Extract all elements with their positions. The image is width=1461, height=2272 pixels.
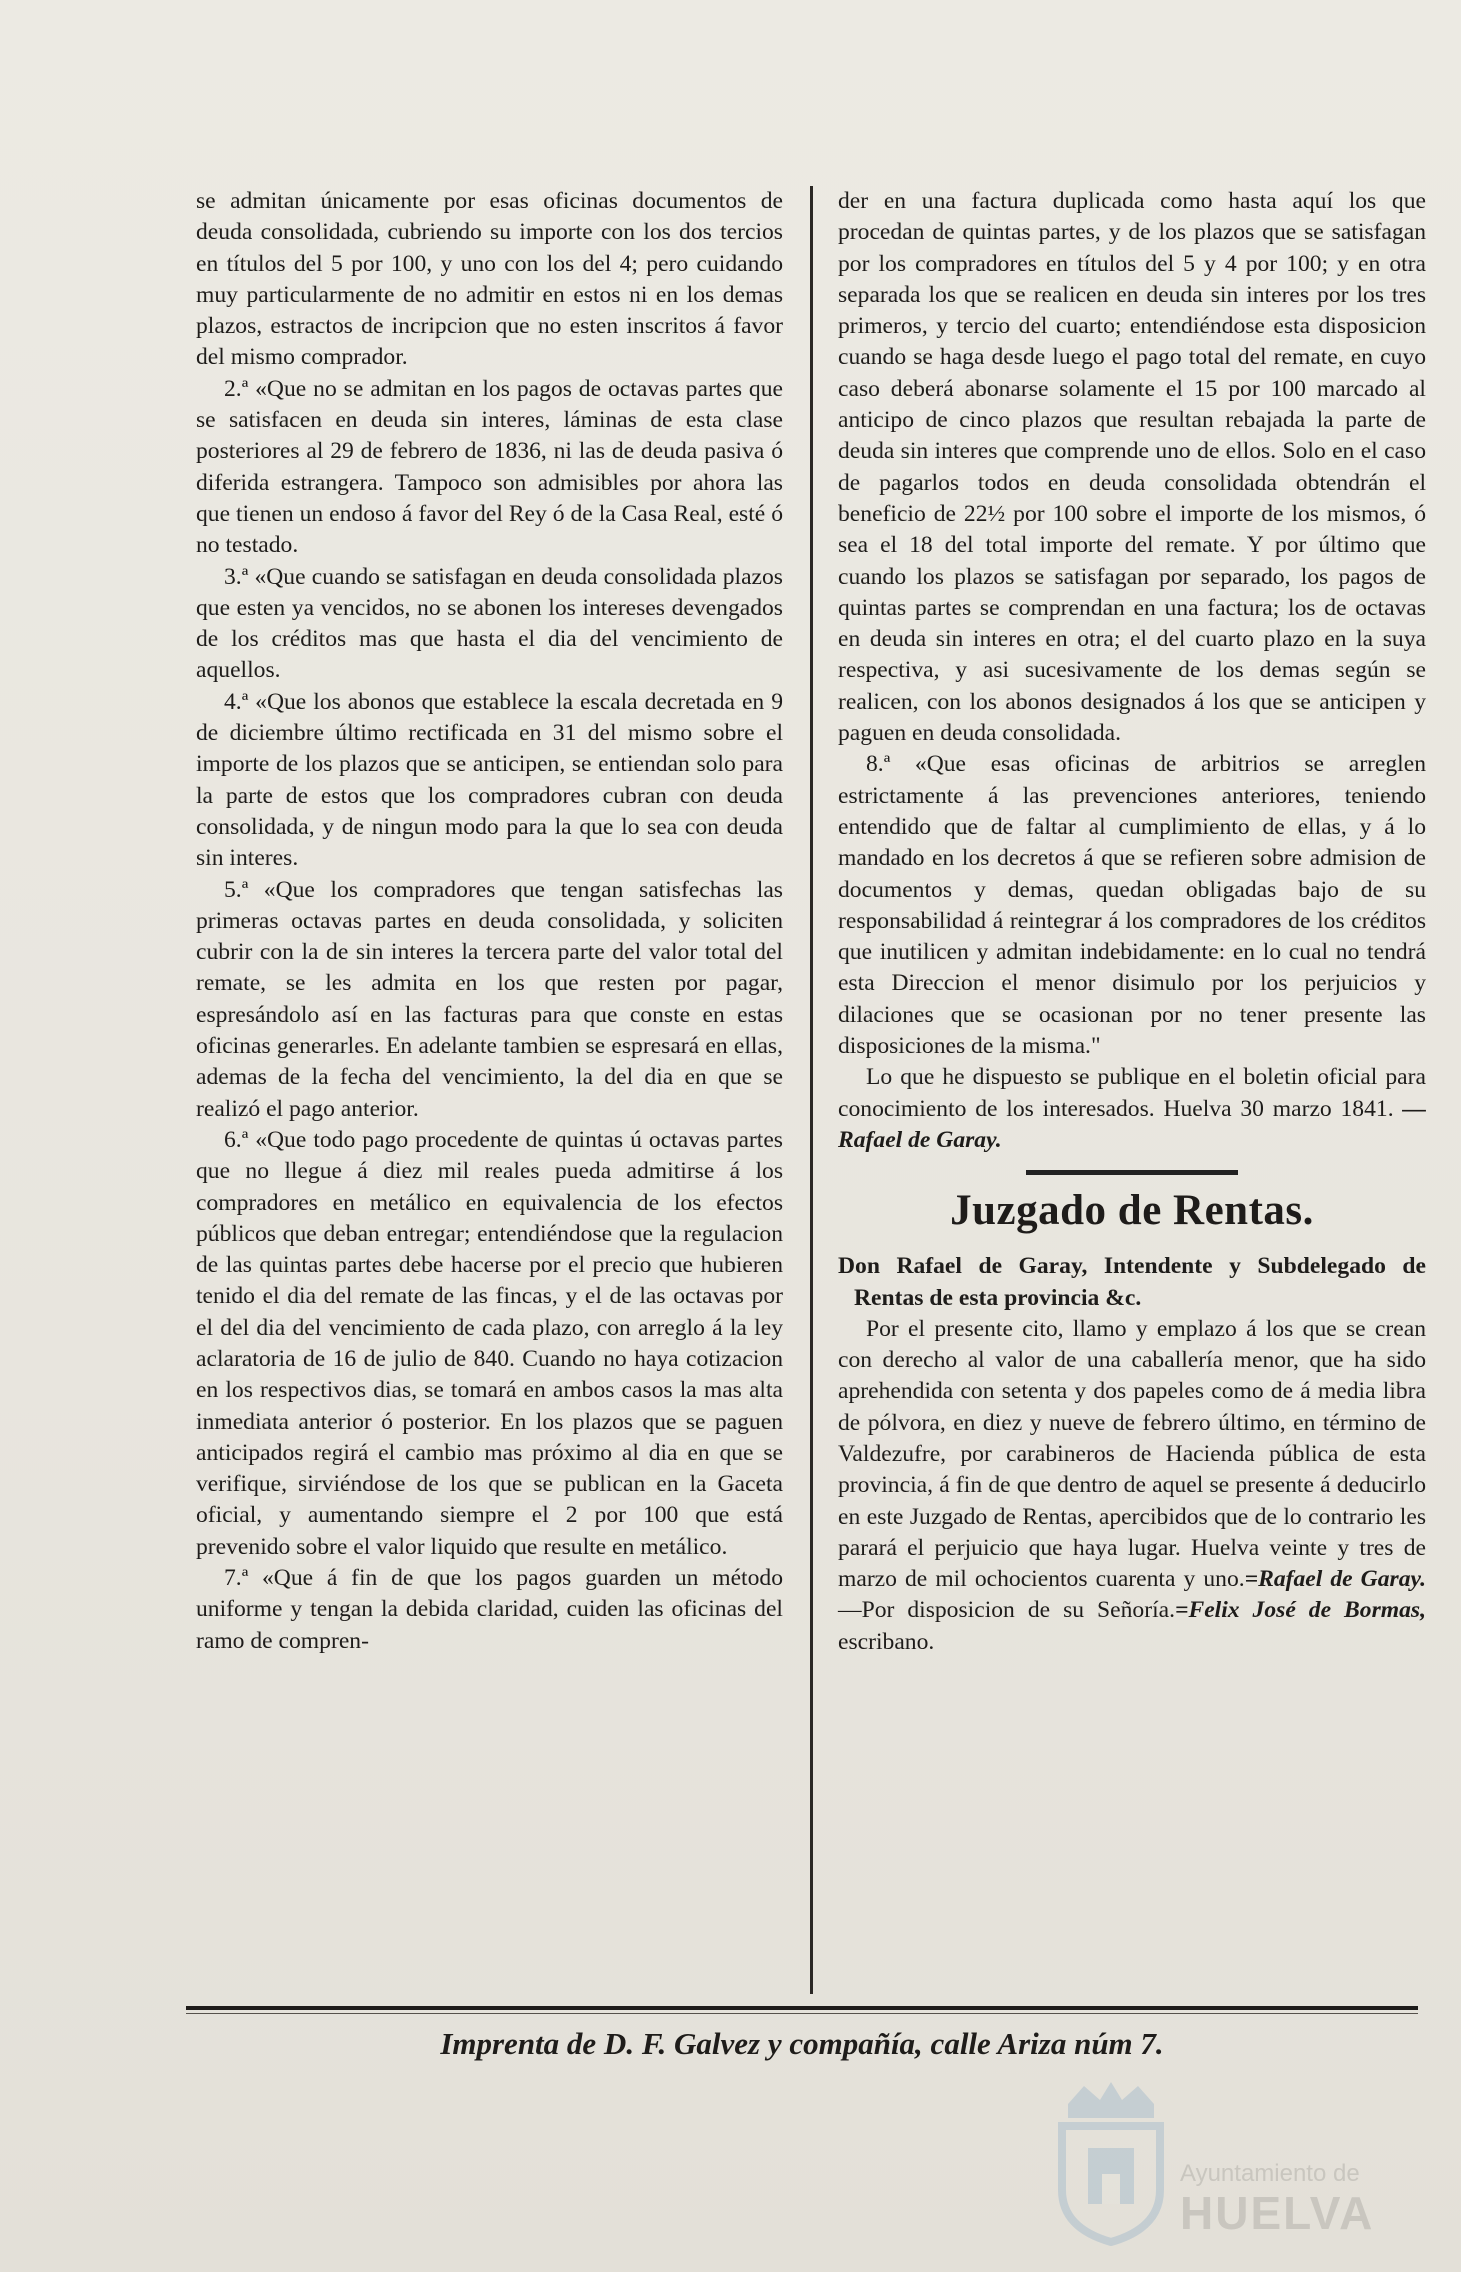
left-paragraph-7: 7.ª «Que á fin de que los pagos guarden un método uniforme y tengan la debida claridad, cuiden las oficinas del ramo de compren- [196, 1565, 783, 1654]
section-intro: Don Rafael de Garay, Intendente y Subdelegado de Rentas de esta provincia &c. [838, 1253, 1426, 1311]
right-column [838, 186, 1426, 1658]
city-coat-of-arms-icon [1048, 2078, 1174, 2246]
right-paragraph-2: 8.ª «Que esas oficinas de arbitrios se arreglen estrictamente á las prevenciones anteriores, teniendo entendido que de faltar al cumplimiento de ellas, y á lo mandado en los decretos á que se refieren sobre admision de documentos y demas, quedan obligadas bajo de su responsabilidad á reintegrar á los compradores de los créditos que inutilicen y admitan indebidamente: en lo cual no tendrá esta Direccion el menor disimulo por los perjuicios y dilaciones que se ocasionan por no tener presente las disposiciones de la misma." [838, 751, 1426, 1060]
right-paragraph-1: der en una factura duplicada como hasta aquí los que procedan de quintas partes, y de los plazos que se satisfagan por los compradores en títulos del 5 y 4 por 100; y en otra separada los que se realicen en deuda sin interes por los tres primeros, y tercio del cuarto; entendiéndose esta disposicion cuando se haga desde luego el pago total del remate, en cuyo caso deberá abonarse solamente el 15 por 100 marcado al anticipo de cinco plazos que resultan rebajada la parte de deuda sin interes que comprende uno de ellos. Solo en el caso de pagarlos todos en deuda consolidada obtendrán el beneficio de 22½ por 100 sobre el importe de los mismos, ó sea el 18 del total importe del remate. Y por último que cuando los plazos se satisfagan por separado, los pagos de quintas partes se comprendan en una factura; los de octavas en deuda sin interes en otra; el del cuarto plazo en la suya respectiva, y asi sucesivamente de los demas según se realicen, con los abonos designados á los que se anticipen y paguen en deuda consolidada. [838, 188, 1426, 747]
left-paragraph-3: 3.ª «Que cuando se satisfagan en deuda consolidada plazos que esten ya vencidos, no se abonen los intereses devengados de los créditos mas que hasta el dia del vencimiento de aquellos. [196, 563, 783, 684]
left-paragraph-2: 2.ª «Que no se admitan en los pagos de octavas partes que se satisfacen en deuda sin interes, láminas de esta clase posteriores al 29 de febrero de 1836, ni las de deuda pasiva ó diferida estrangera. Tampoco son admisibles por ahora las que tienen un endoso á favor del Rey ó de la Casa Real, esté ó no testado. [196, 375, 783, 559]
footer-rule-thin [186, 2013, 1418, 2014]
watermark-text [1180, 2160, 1374, 2238]
signature-rafael: —Rafael de Garay. [838, 1095, 1426, 1153]
left-paragraph-1: se admitan únicamente por esas oficinas documentos de deuda consolidada, cubriendo su importe con los dos tercios en títulos del 5 por 100, y uno con los del 4; pero cuidando muy particularmente de no admitir en estos ni en los demas plazos, estractos de incripcion que no esten inscritos á favor del mismo comprador. [196, 188, 783, 371]
signature-garay: =Rafael de Garay. [1244, 1566, 1426, 1593]
watermark-line2: HUELVA [1180, 2187, 1375, 2239]
section-rule [1026, 1170, 1238, 1175]
closing-role: escribano. [838, 1628, 935, 1655]
section-body-text: Por el presente cito, llamo y emplazo á los que se crean con derecho al valor de una caballería menor, que ha sido aprehendida con setenta y dos papeles como de á media libra de pólvora, en diez y nueve de febrero último, en término de Valdezufre, por carabineros de Hacienda pública de esta provincia, á fin de que dentro de aquel se presente á deducirlo en este Juzgado de Rentas, apercibidos que de lo contrario les parará el perjuicio que haya lugar. Huelva veinte y tres de marzo de mil ochocientos cuarenta y uno. [838, 1315, 1426, 1593]
printer-imprint: Imprenta de D. F. Galvez y compañía, calle Ariza núm 7. [440, 2026, 1164, 2061]
right-paragraph-3 [838, 1062, 1426, 1156]
section-body [838, 1314, 1426, 1658]
closing-text: Lo que he dispuesto se publique en el boletin oficial para conocimiento de los interesados. Huelva 30 marzo 1841. [838, 1064, 1426, 1122]
left-paragraph-4: 4.ª «Que los abonos que establece la escala decretada en 9 de diciembre último rectificada en 31 del mismo sobre el importe de los plazos que se anticipen, se entiendan solo para la parte de estos que los compradores cubran con deuda consolidada, y de ningun modo para la que lo sea con deuda sin interes. [196, 688, 783, 872]
column-divider [810, 186, 813, 1994]
section-heading: Juzgado de Rentas. [950, 1187, 1314, 1235]
signature-bormas: =Felix José de Bormas, [1175, 1597, 1426, 1624]
left-column [196, 186, 783, 1657]
watermark-line1: Ayuntamiento de [1180, 2160, 1360, 2187]
footer-rule [186, 2006, 1418, 2010]
left-paragraph-6: 6.ª «Que todo pago procedente de quintas ú octavas partes que no llegue á diez mil reales pueda admitirse á los compradores en metálico en equivalencia de los efectos públicos que deban entregar; entendiéndose que la regulacion de las quintas partes debe hacerse por el precio que hubieren tenido el dia del remate de las fincas, y el de las octavas por el del dia del vencimiento de cada plazo, con arreglo á la ley aclaratoria de 16 de julio de 840. Cuando no haya cotizacion en los respectivos dias, se tomará en ambos casos la mas alta inmediata anterior ó posterior. En los plazos que se paguen anticipados regirá el cambio mas próximo al dia en que se verifique, sirviéndose de los que se publican en la Gaceta oficial, y aumentando siempre el 2 por 100 que está prevenido sobre el valor liquido que resulte en metálico. [196, 1126, 783, 1560]
left-paragraph-5: 5.ª «Que los compradores que tengan satisfechas las primeras octavas partes en deuda consolidada, y soliciten cubrir con la de sin interes la tercera parte del valor total del remate, se les admita en los que resten por pagar, espresándolo así en las facturas para que conste en estas oficinas generarles. En adelante tambien se espresará en ellas, ademas de la fecha del vencimiento, la del dia en que se realizó el pago anterior. [196, 876, 783, 1122]
closing-disposition: —Por disposicion de su Señoría. [838, 1597, 1176, 1624]
